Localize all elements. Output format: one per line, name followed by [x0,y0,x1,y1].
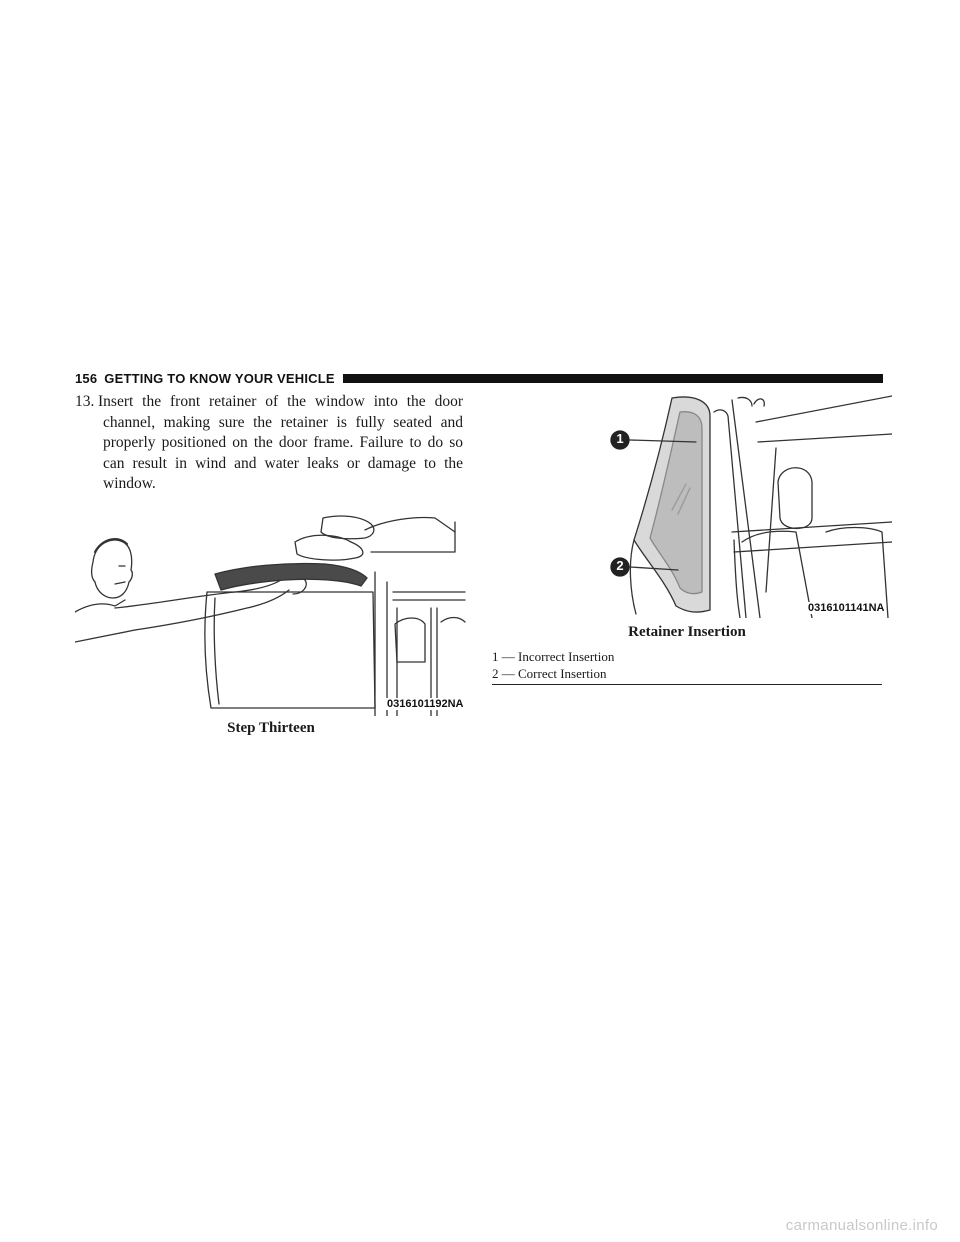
figure-code-right: 0316101141NA [808,602,885,614]
watermark: carmanualsonline.info [785,1217,938,1234]
section-title: GETTING TO KNOW YOUR VEHICLE [104,370,335,386]
figure-caption-left: Step Thirteen [227,720,315,736]
legend-rule [492,684,882,685]
step-number: 13. [75,393,95,410]
retainer-insertion-illustration [606,392,892,618]
callout-1: 1 [616,431,624,446]
figure-caption-right: Retainer Insertion [628,624,746,640]
step-thirteen-illustration [75,512,467,716]
legend-item-1: 1 — Incorrect Insertion [492,649,615,664]
header-rule [343,374,883,383]
step-instruction [75,392,463,495]
callout-2: 2 [616,558,624,573]
figure-code-left: 0316101192NA [387,698,464,710]
figure-legend [492,648,882,685]
legend-item-2: 2 — Correct Insertion [492,666,607,681]
page-header [75,370,883,386]
step-text: Insert the front retainer of the window into the door channel, making sure the retainer is fully seated and properly positioned on the door frame. Failure to do so can result in wind and water leaks or damage to the window. [98,393,463,492]
page-number: 156 [75,370,98,386]
